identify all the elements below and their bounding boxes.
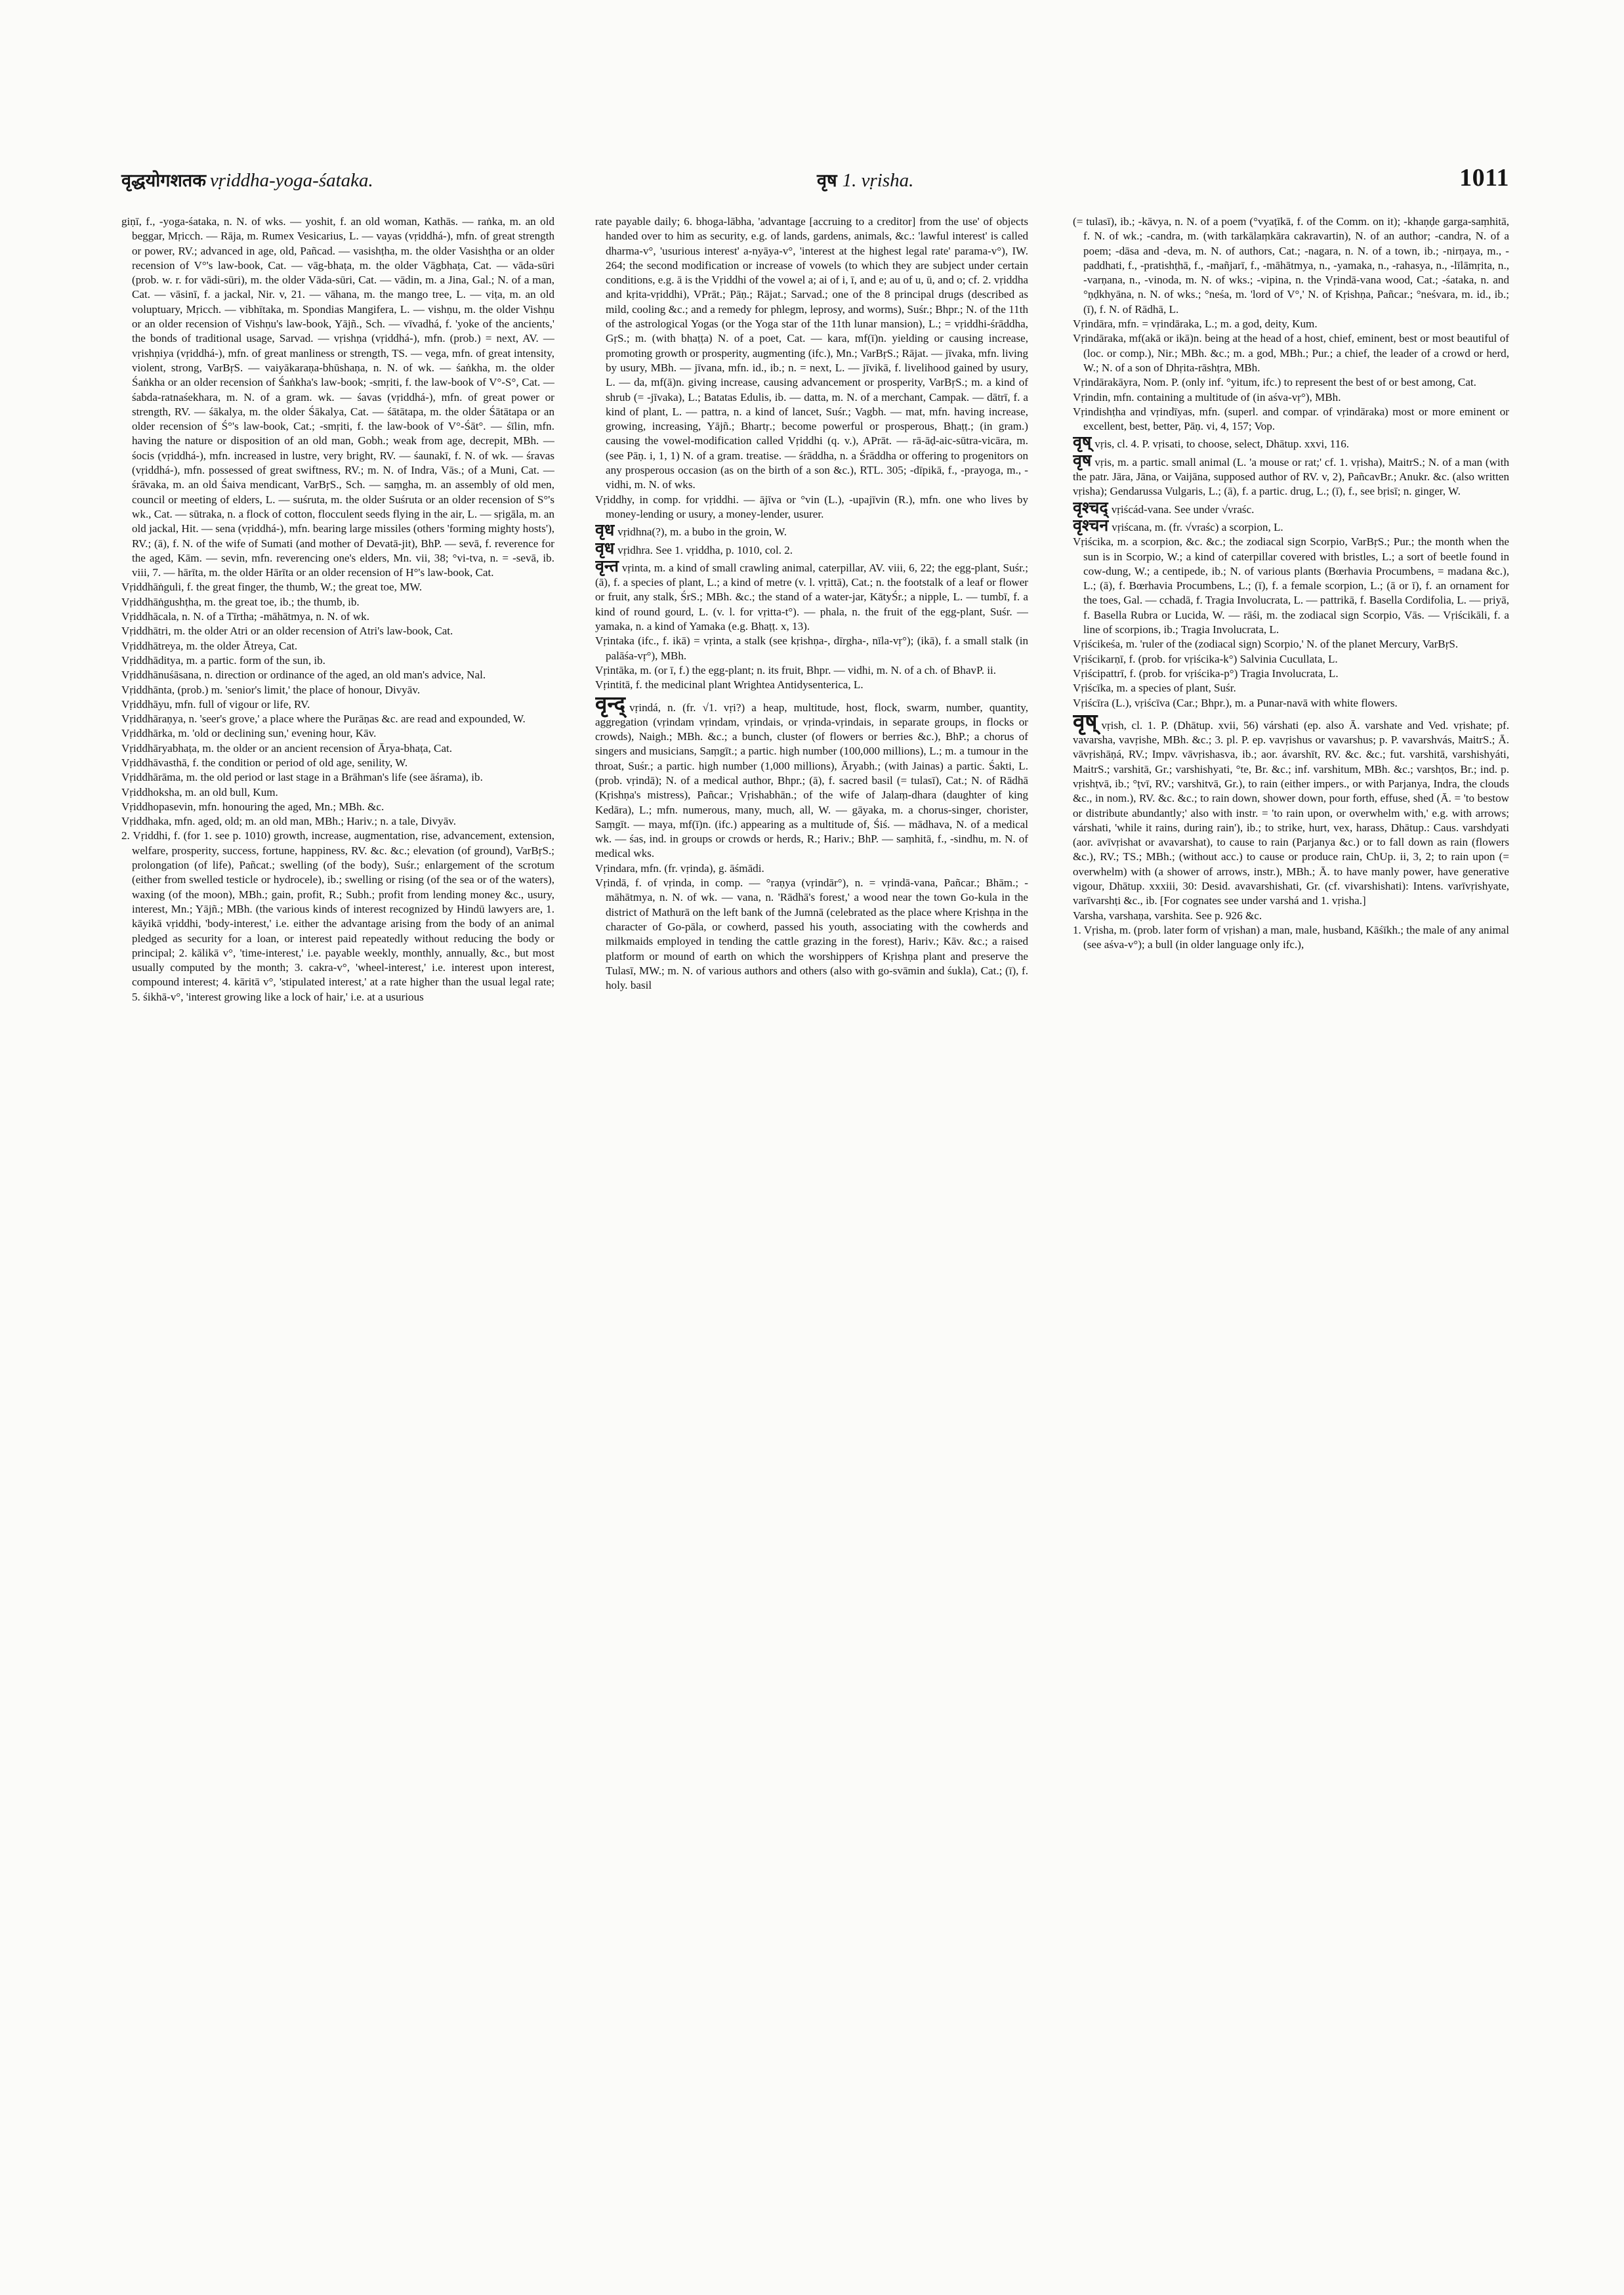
text-columns (121, 215, 1509, 2176)
dictionary-entry: Vṛiddhaka, mfn. aged, old; m. an old man, MBh.; Hariv.; n. a tale, Divyāv. (121, 815, 457, 828)
dictionary-entry: giṇī, f., -yoga-śataka, n. N. of wks. — yoshit, f. an old woman, Kathās. — raṅka, m. an old beggar, Mṛicch. — Rāja, m. Rumex Vesicarius, L. — vayas (vṛiddhá-), mfn. of great strength or power, RV.; advanced in age, old, Pañcad. — vasishṭha, m. the older Vasishṭha or an older recension of V°'s law-book, Cat. — vāg-bhaṭa, m. the older Vāgbhaṭa, Cat. — vāda-sūri (prob. w. r. for vādi-sūri), m. the older Vāda-sūri, Cat. — vādin, m. a Jina, Gal.; N. of a man, Cat. — vāsinī, f. a jackal, Nir. v, 21. — vāhana, m. the mango tree, L. — viṭa, m. an old voluptuary, Mṛicch. — vibhītaka, m. Spondias Mangifera, L. — vishṇu, m. the older Vishṇu or an older recension of Vishṇu's law-book, Yājñ., Sch. — vīvadhá, f. 'yoke of the ancients,' the bonds of traditional usage, Sarvad. — vṛishṇa (vṛiddhá-), mfn. (prob.) = next, AV. — vṛishṇiya (vṛiddhá-), mfn. of great manliness or strength, TS. — vega, mfn. of great intensity, violent, strong, VarBṛS. — vaiyākaraṇa-bhūshaṇa, n. N. of wk. — śaṅkha, m. the older Śaṅkha or an older recension of Śaṅkha's law-book; -smṛiti, f. the law-book of V°-S°, Cat. — śabda-ratnaśekhara, m. N. of a gram. wk. — śavas (vṛiddhá-), mfn. of great power or strength, RV. — śākalya, m. the older Śākalya, Cat. — śātātapa, m. the older Śātātapa or an older recension of Ś°'s law-book, Cat.; -smṛiti, f. the law-book of V°-Śāt°. — śīlin, mfn. having the nature or disposition of an old man, Gobh.; weak from age, decrepit, MBh. — śocis (vṛiddhá-), mfn. increased in lustre, very bright, RV. — śaunakī, f. N. of wk. — śravas (vṛiddhá-), mfn. possessed of great swiftness, RV.; m. N. of Indra, Vās.; of a Muni, Cat. — śrāvaka, m. an old Śaiva mendicant, VarBṛS., Sch. — saṃgha, m. an assembly of old men, council or meeting of elders, L. — suśruta, m. the older Suśruta or an older recension of S°'s wk., Cat. — sūtraka, n. a flock of cotton, flocculent seeds flying in the air, L. — sṛigāla, m. an old jackal, Hit. — sena (vṛiddhá-), mfn. bearing large missiles (others 'forming mighty hosts'), RV.; (ā), f. N. of the wife of Sumati (and mother of Devatā-jit), BhP. — sevā, f. reverence for the aged, Kām. — sevin, mfn. reverencing one's elders, Mn. vii, 38; °vi-tva, n. = -sevā, ib. viii, 7. — hārīta, m. the older Hārīta or an older recension of H°'s law-book, Cat. (121, 215, 554, 579)
dictionary-entry: वृश्चद् vṛiścád-vana. See under √vraśc. (1073, 497, 1255, 517)
devanagari-headword-left: वृद्धयोगशतक (121, 171, 206, 190)
devanagari-headword: वृष् (1073, 432, 1092, 452)
devanagari-headword: वृष (1073, 450, 1092, 470)
dictionary-entry: Vṛiddhāryabhaṭa, m. the older or an ancient recension of Ārya-bhaṭa, Cat. (121, 741, 453, 755)
dictionary-entry: Vṛiddhopasevin, mfn. honouring the aged, Mn.; MBh. &c. (121, 800, 385, 813)
dictionary-entry: Vṛindāraka, mf(akā or ikā)n. being at the head of a host, chief, eminent, best or most beautiful of (loc. or comp.), Nir.; MBh. &c.; m. a god, MBh.; Pur.; a chief, the leader of a crowd or herd, W.; N. of a son of Dhṛita-rāshṭra, MBh. (1073, 332, 1509, 374)
dictionary-entry: वृश्चन vṛiścana, m. (fr. √vraśc) a scorpion, L. (1073, 515, 1283, 535)
column-2 (595, 215, 1028, 2176)
dictionary-entry: वृन्त vṛinta, m. a kind of small crawling animal, caterpillar, AV. viii, 6, 22; the egg-plant, Suśr.; (ā), f. a species of plant, L.; a kind of metre (v. l. vṛittā), Cat.; n. the footstalk of a leaf or flower or fruit, any stalk, ŚrS.; MBh. &c.; the stand of a water-jar, KātyŚr.; a nipple, L. — tumbī, f. a kind of round gourd, L. (v. l. for vṛitta-t°). — phala, n. the fruit of the egg-plant, Suśr. — yamaka, n. a kind of Yamaka (e.g. Bhaṭṭ. x, 13). (595, 556, 1028, 633)
dictionary-entry: Vṛiścipattrī, f. (prob. for vṛiścika-p°) Tragia Involucrata, L. (1073, 667, 1339, 680)
devanagari-headword: वृध (595, 538, 615, 558)
dictionary-entry: Vṛiddhātri, m. the older Atri or an older recension of Atri's law-book, Cat. (121, 625, 453, 638)
page-content (121, 164, 1509, 2175)
running-head-right (817, 167, 913, 192)
running-head-left-translit: vṛiddha-yoga-śataka. (209, 170, 373, 191)
dictionary-entry: Vṛintaka (ifc., f. ikā) = vṛinta, a stalk (see kṛishṇa-, dīrgha-, nīla-vṛ°); (ikā), f. a small stalk (in palāśa-vṛ°), MBh. (595, 634, 1028, 662)
dictionary-entry: Vṛiddhoksha, m. an old bull, Kum. (121, 785, 278, 798)
devanagari-headword: वृन्द् (595, 690, 626, 716)
dictionary-entry: 1. Vṛisha, m. (prob. later form of vṛishan) a man, male, husband, Kāśīkh.; the male of any animal (see aśva-v°); a bull (in older language only ifc.), (1073, 923, 1509, 951)
dictionary-entry: Vṛiddhāṅguli, f. the great finger, the thumb, W.; the great toe, MW. (121, 581, 423, 594)
devanagari-headword-right: वृष (817, 171, 837, 190)
dictionary-entry: Vṛiddhācala, n. N. of a Tīrtha; -māhātmya, n. N. of wk. (121, 610, 370, 623)
dictionary-entry: Varsha, varshaṇa, varshita. See p. 926 &c. (1073, 909, 1262, 922)
dictionary-entry: 2. Vṛiddhi, f. (for 1. see p. 1010) growth, increase, augmentation, rise, advancement, extension, welfare, prosperity, success, fortune, happiness, RV. &c. &c.; elevation (of ground), VarBṛS.; prolongation (of life), Pañcat.; swelling (of the body), Suśr.; enlargement of the scrotum (either from swelled testicle or hydrocele), ib.; swelling or rising (of the sea or of the waters), waxing (of the moon), MBh.; gain, profit, R.; Subh.; profit from lending money &c., usury, interest, Mn.; Yājñ.; MBh. (the various kinds of interest recognized by Hindū lawyers are, 1. kāyikā vṛiddhi, 'body-interest,' i.e. either the advantage arising from the body of an animal pledged as security for a loan, or interest paid repeatedly without reducing the body or principal; 2. kālikā v°, 'time-interest,' i.e. payable weekly, monthly, annually, &c., but most usually computed by the month; 3. cakra-v°, 'wheel-interest,' i.e. interest upon interest, compound interest; 4. kāritā v°, 'stipulated interest,' at a rate higher than the usual legal rate; 5. śikhā-v°, 'interest growing like a lock of hair,' i.e. at a usurious (121, 829, 554, 1003)
dictionary-entry: Vṛiddhārāma, m. the old period or last stage in a Brāhman's life (see āśrama), ib. (121, 771, 483, 784)
page-header (121, 164, 1509, 209)
dictionary-entry: Vṛiddhārka, m. 'old or declining sun,' evening hour, Kāv. (121, 727, 377, 740)
devanagari-headword: वृन्त (595, 556, 619, 575)
dictionary-entry: Vṛindāra, mfn. = vṛindāraka, L.; m. a god, deity, Kum. (1073, 318, 1318, 331)
dictionary-entry: Vṛindārakāyra, Nom. P. (only inf. °yitum, ifc.) to represent the best of or best among, Cat. (1073, 376, 1476, 389)
dictionary-entry: Vṛiddhānuśāsana, n. direction or ordinance of the aged, an old man's advice, Nal. (121, 669, 486, 682)
dictionary-entry: Vṛiddhānta, (prob.) m. 'senior's limit,' the place of honour, Divyāv. (121, 683, 421, 696)
dictionary-entry: Vṛiścikarṇī, f. (prob. for vṛiścika-k°) Salvinia Cucullata, L. (1073, 652, 1338, 665)
dictionary-entry: (= tulasī), ib.; -kāvya, n. N. of a poem (°vyaṭīkā, f. of the Comm. on it); -khaṇḍe garga-saṃhitā, f. N. of wk.; -candra, m. (with tarkālaṃkāra cakravartin), N. of an author; -candra, N. of a poem; -dāsa and -deva, m. N. of authors, Cat.; -nagara, n. N. of a town, ib.; -nirṇaya, m., -paddhati, f., -pratishṭhā, f., -mañjarī, f., -māhātmya, n., -yamaka, n., -rahasya, n., -līlāmṛita, n., -varṇana, n., -vinoda, m. N. of wks.; -vipina, n. the Vṛindā-vana wood, Cat.; -śataka, n. and °ṇḍkhyāna, n. N. of wks.; °neśa, m. 'lord of V°,' N. of Kṛishṇa, Pañcar.; °neśvara, m. id., ib.; (ī), f. N. of Rādhā, L. (1073, 215, 1509, 316)
dictionary-entry: Vṛintāka, m. (or ī, f.) the egg-plant; n. its fruit, Bhpr. — vidhi, m. N. of a ch. of BhavP. ii. (595, 663, 997, 676)
dictionary-entry: Vṛindā, f. of vṛinda, in comp. — °raṇya (vṛindār°), n. = vṛindā-vana, Pañcar.; Bhām.; -māhātmya, n. N. of wk. — vana, n. 'Rādhā's forest,' a wood near the town Go-kula in the district of Mathurā on the left bank of the Jumnā (celebrated as the place where Kṛishṇa in the character of Go-pāla, or cowherd, passed his youth, associating with the cowherds and milkmaids employed in tending the cattle grazing in the forest), Hariv.; Kāv. &c.; a raised platform or mound of earth on which the worshippers of Kṛishṇa plant and preserve the Tulasī, MW.; m. N. of various authors and others (also with go-svāmin and śukla), Cat.; (ī), f. holy. basil (595, 877, 1028, 992)
dictionary-entry: वृष् vṛis, cl. 4. P. vṛisati, to choose, select, Dhātup. xxvi, 116. (1073, 432, 1350, 452)
dictionary-entry: Vṛiddhāyu, mfn. full of vigour or life, RV. (121, 697, 310, 711)
page-number: 1011 (1459, 164, 1509, 192)
dictionary-entry: Vṛiścikeśa, m. 'ruler of the (zodiacal sign) Scorpio,' N. of the planet Mercury, VarBṛS. (1073, 638, 1459, 651)
dictionary-entry: वृष vṛis, m. a partic. small animal (L. 'a mouse or rat;' cf. 1. vṛisha), MaitrS.; N. of a man (with the patr. Jāra, Jāna, or Vaijāna, supposed author of RV. v, 2), PañcavBr.; Anukr. &c. (also written vṛisha); Gendarussa Vulgaris, L.; (ā), f. a partic. drug, L.; (ī), f., see bṛisī; n. ginger, W. (1073, 450, 1509, 498)
dictionary-entry: Vṛiścīka, m. a species of plant, Suśr. (1073, 682, 1236, 695)
dictionary-entry: Vṛiddhāvasthā, f. the condition or period of old age, senility, W. (121, 756, 408, 769)
devanagari-headword: वृश्चन (1073, 515, 1109, 535)
dictionary-entry: Vṛindin, mfn. containing a multitude of (in aśva-vṛ°), MBh. (1073, 390, 1341, 403)
devanagari-headword: वृश्चद् (1073, 497, 1108, 517)
dictionary-entry: Vṛiddhy, in comp. for vṛiddhi. — ājīva or °vin (L.), -upajīvin (R.), mfn. one who lives by money-lending or usury, a money-lender, usurer. (595, 493, 1028, 520)
dictionary-entry: Vṛiddhātreya, m. the older Ātreya, Cat. (121, 639, 298, 652)
devanagari-headword: वृष् (1073, 708, 1098, 734)
dictionary-entry: rate payable daily; 6. bhoga-lābha, 'advantage [accruing to a creditor] from the use' of objects handed over to him as security, e.g. of lands, gardens, animals, &c.: 'lawful interest' is called dharma-v°, 'usurious interest' a-nyāya-v°, 'interest at the highest legal rate' parama-v°), IW. 264; the second modification or increase of vowels (to which they are subject under certain conditions, e.g. ā is the Vṛiddhi of the vowel a; ai of i, ī, and e; au of u, ū, and o; cf. 2. vṛiddha and kṛita-vṛiddhi), VPrāt.; Pāṇ.; Rājat.; Sarvad.; one of the 8 principal drugs (described as mild, cooling &c.; and a remedy for phlegm, leprosy, and worms), Suśr.; Bhpr.; N. of the 11th of the astrological Yogas (or the Yoga star of the 11th lunar mansion), L.; = vṛiddhi-śrāddha, GṛS.; m. (with bhaṭṭa) N. of a poet, Cat. — kara, mf(ī)n. yielding or causing increase, promoting growth or prosperity, augmenting (ifc.), Mn.; VarBṛS.; Rājat. — jīvaka, mfn. living by usury, MBh. — jīvana, mfn. id., ib.; n. = next, L. — jīvikā, f. livelihood gained by usury, L. — da, mf(ā)n. giving increase, causing advancement or prosperity, VarBṛS.; m. a kind of shrub (= -jīvaka), L.; Batatas Edulis, ib. — datta, m. N. of a merchant, Campak. — dātrī, f. a kind of plant, L. — pattra, n. a kind of lancet, Suśr.; Vagbh. — mat, mfn. having increase, growing, increasing, Yājñ.; Bhartṛ.; become powerful or prosperous, Bhaṭṭ.; (in gram.) causing the vowel-modification called Vṛiddhi (q. v.), APrāt. — rā-āḍ-aic-sūtra-vicāra, m. (see Pāṇ. i, 1, 1) N. of a gram. treatise. — śrāddha, n. a Śrāddha or offering to progenitors on any prosperous occasion (as on the birth of a son &c.), RTL. 305; -dīpikā, f., -prayoga, m., -vidhi, m. N. of wks. (595, 215, 1028, 491)
dictionary-entry: Vṛiścika, m. a scorpion, &c. &c.; the zodiacal sign Scorpio, VarBṛS.; Pur.; the month when the sun is in Scorpio, W.; a kind of caterpillar covered with bristles, L.; a sort of beetle found in cow-dung, W.; a centipede, ib.; N. of various plants (Bœrhavia Procumbens, = madana &c.), L.; (ā), f. Bœrhavia Procumbens, L.; (ī), f. a female scorpion, L.; (ā or ī), f. an ornament for the toes, Gal. — cchadā, f. Tragia Involucrata, L. — pattrikā, f. Basella Cordifolia, L. — priyā, f. Basella Rubra or Lucida, W. — rāśi, m. the zodiacal sign Scorpio, Vās. — Vṛiścikāli, f. a line of scorpions, ib.; Tragia Involucrata, L. (1073, 535, 1509, 636)
dictionary-entry: वृन्द् vṛindá, n. (fr. √1. vṛi?) a heap, multitude, host, flock, swarm, number, quantity, aggregation (vṛindam vṛindam, vṛindais, or vṛinda-vṛindais, in separate groups, in flocks or crowds), Naigh.; MBh. &c.; a bunch, cluster (of flowers or berries &c.), BhP.; a chorus of singers and musicians, Saṃgīt.; a partic. high number (100,000 millions), L.; m. a tumour in the throat, Suśr.; a partic. high number (1,000 millions), Āryabh.; (with Jainas) a partic. Śakti, L. (prob. vṛindā); N. of a medical author, Bhpr.; (ā), f. sacred basil (= tulasī), Cat.; N. of Rādhā (Kṛishṇa's mistress), Pañcar.; Vṛishabhān.; of the wife of Jalaṃ-dhara (daughter of king Kedāra), L.; mfn. numerous, many, much, all, W. — gāyaka, m. a chorus-singer, chorister, Saṃgīt. — maya, mf(ī)n. (ifc.) appearing as a multitude of, Śiś. — mādhava, N. of a medical wk. — śas, ind. in groups or crowds or herds, R.; Hariv.; BhP. — saṃhitā, f., -sindhu, m. N. of medical wks. (595, 690, 1028, 860)
dictionary-entry: वृध vṛidhna(?), m. a bubo in the groin, W. (595, 520, 787, 540)
devanagari-headword: वृध (595, 520, 615, 540)
column-1 (121, 215, 554, 2176)
dictionary-entry: वृष् vṛish, cl. 1. P. (Dhātup. xvii, 56) várshati (ep. also Ā. varshate and Ved. vṛishate; pf. vavarsha, vavṛishe, MBh. &c.; 3. pl. P. ep. vavṛishus or vavarshus; p. P. vavarshvás, MaitrS.; Ā. vāvṛishāṇá, RV.; Impv. vāvṛishasva, ib.; aor. ávarshīt, RV. &c. &c.; fut. varshitā, varshishyáti, MaitrS.; varshitā, Gr.; varshishyati, °te, Br. &c.; inf. varshitum, MBh. &c.; varshṭos, Br.; ind. p. vṛishṭvā, ib.; °ṭvī, RV.; varshitvā, Gr.), to rain (either impers., or with Parjanya, Indra, the clouds &c., in nom.), RV. &c. &c.; to rain down, shower down, pour forth, effuse, shed (Ā. = 'to bestow or distribute abundantly;' also with instr. = 'to rain upon, or overwhelm with,' e.g. with arrows; várshati, 'while it rains, during rain'), ib.; to strike, hurt, vex, harass, Dhātup.: Caus. varshdyati (aor. avīvṛishat or avavarshat), to cause to rain (Parjanya &c.) or to fall down as rain (flowers &c.), RV.; TS.; MBh.; (without acc.) to cause or produce rain, ChUp. ii, 3, 2; to rain upon (= overwhelm) with (a shower of arrows, instr.), MBh.; Ā. to have manly power, have generative vigour, Dhātup. xxxiii, 30: Desid. avavarshishati, Gr. (cf. vivarshishati): Intens. varīvṛishyate, varīvarshṭi &c., ib. [For cognates see under varshá and 1. vṛisha.] (1073, 708, 1509, 907)
dictionary-entry: वृध vṛidhra. See 1. vṛiddha, p. 1010, col. 2. (595, 538, 793, 558)
running-head-right-translit: 1. vṛisha. (842, 170, 914, 191)
dictionary-entry: Vṛiścīra (L.), vṛiścīva (Car.; Bhpr.), m. a Punar-navā with white flowers. (1073, 696, 1398, 709)
dictionary-entry: Vṛiddhāṅgushṭha, m. the great toe, ib.; the thumb, ib. (121, 595, 360, 608)
dictionary-entry: Vṛindishṭha and vṛindīyas, mfn. (superl. and compar. of vṛindāraka) most or more eminent or excellent, best, better, Pāṇ. vi, 4, 157; Vop. (1073, 405, 1509, 433)
dictionary-entry: Vṛintitā, f. the medicinal plant Wrightea Antidysenterica, L. (595, 678, 864, 692)
column-3 (1073, 215, 1509, 2176)
dictionary-entry: Vṛindara, mfn. (fr. vṛinda), g. āśmādi. (595, 861, 764, 875)
dictionary-entry: Vṛiddhāraṇya, n. 'seer's grove,' a place where the Purāṇas &c. are read and expounded, W. (121, 713, 526, 726)
dictionary-entry: Vṛiddhāditya, m. a partic. form of the sun, ib. (121, 653, 325, 667)
running-head-left (121, 167, 373, 192)
